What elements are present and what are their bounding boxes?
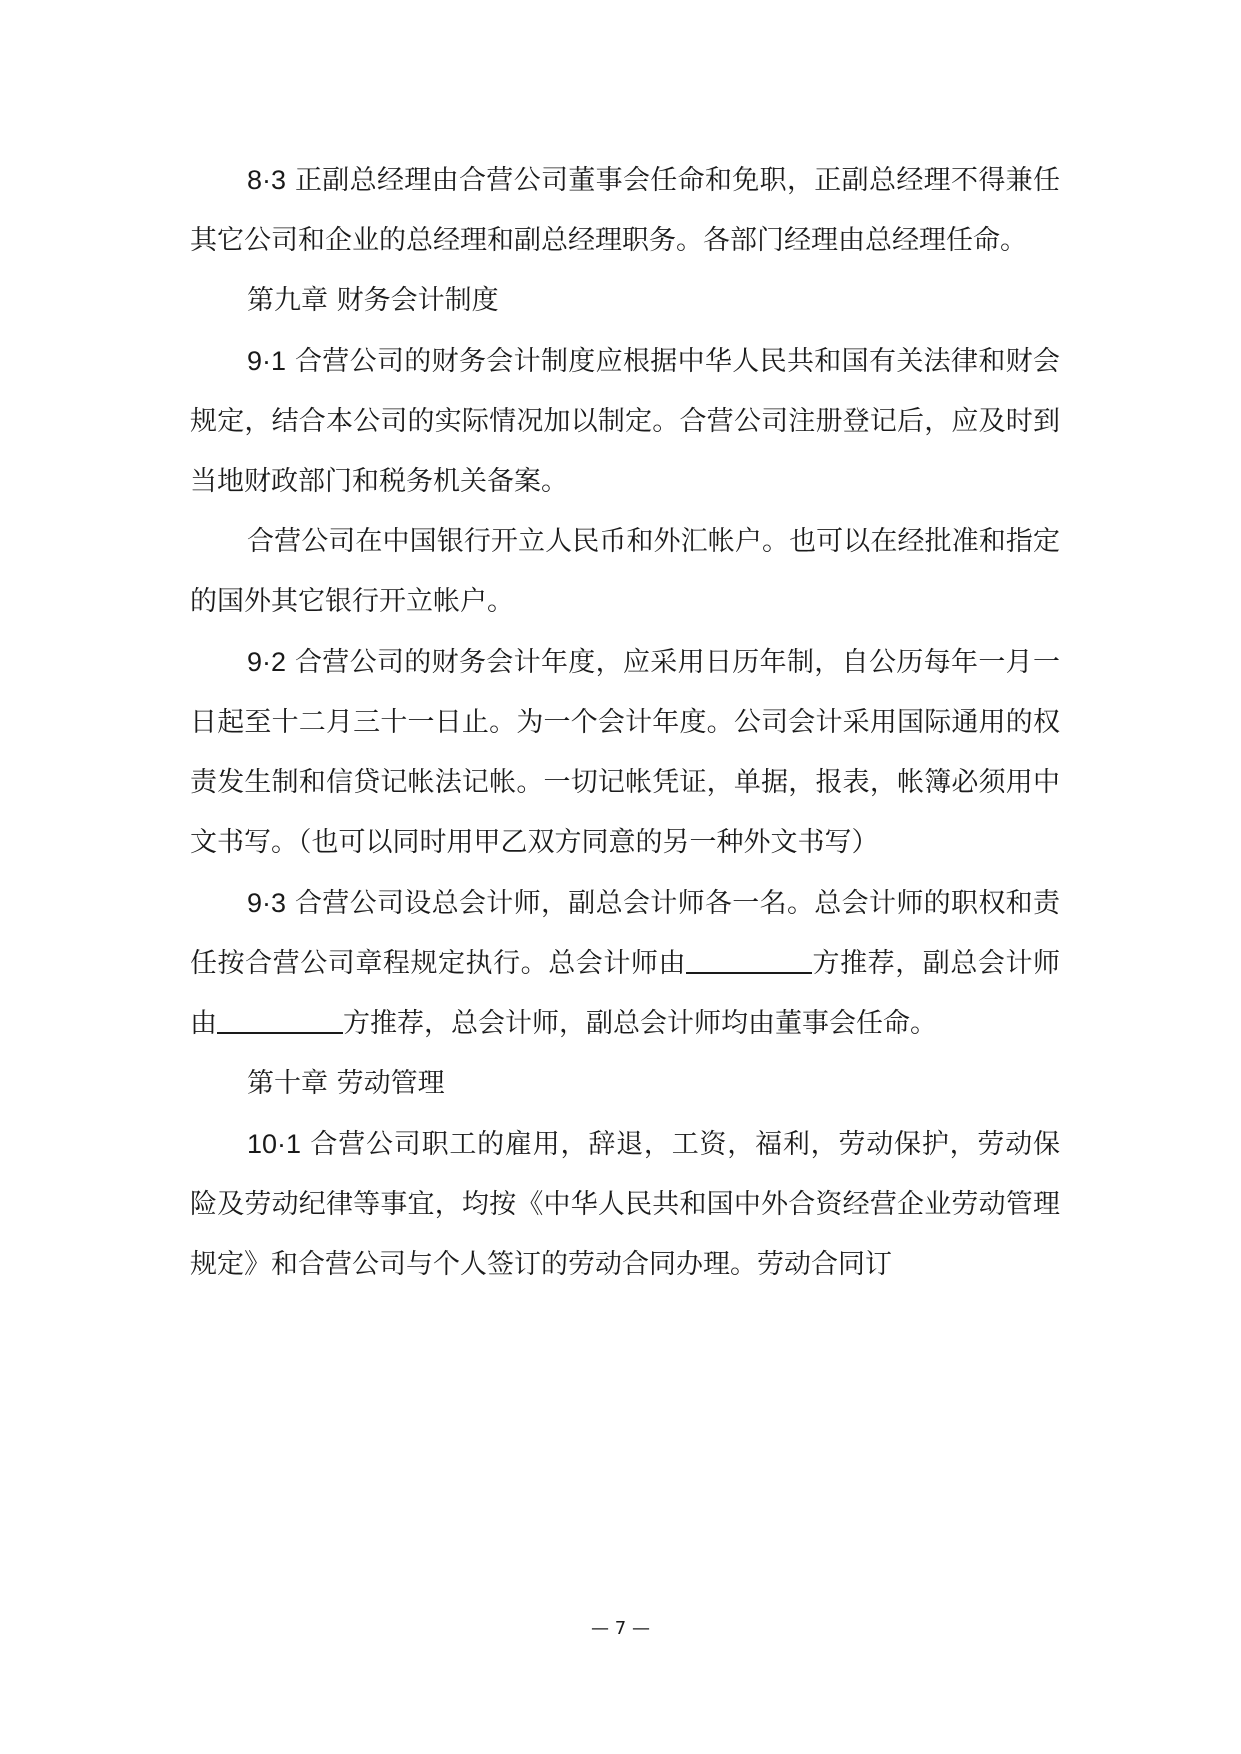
chapter-10-heading: 第十章 劳动管理	[247, 1068, 445, 1099]
clause-number: 10·1	[247, 1129, 302, 1159]
clause-text: 方推荐，副总会计师由	[190, 948, 1060, 1039]
page-number: — 7 —	[591, 1618, 650, 1639]
clause-9-2	[190, 632, 1060, 873]
chapter-9-heading: 第九章 财务会计制度	[247, 285, 499, 316]
clause-text: 方推荐，总会计师，副总会计师均由董事会任命。	[343, 1008, 937, 1039]
clause-9-3	[190, 873, 1060, 1054]
clause-text: 合营公司职工的雇用，辞退，工资，福利，劳动保护，劳动保险及劳动纪律等事宜，均按《中华人民共和国中外合资经营企业劳动管理规定》和合营公司与个人签订的劳动合同办理。劳动合同订	[190, 1129, 1060, 1280]
clause-text: 合营公司的财务会计年度，应采用日历年制，自公历每年一月一日起至十二月三十一日止。为一个会计年度。公司会计采用国际通用的权责发生制和信贷记帐法记帐。一切记帐凭证，单据，报表，帐簿必须用中文书写。（也可以同时用甲乙双方同意的另一种外文书写）	[190, 647, 1060, 858]
clause-number: 9·3	[247, 888, 287, 918]
clause-9-1-bank-accounts: 合营公司在中国银行开立人民币和外汇帐户。也可以在经批准和指定的国外其它银行开立帐户。	[190, 526, 1060, 617]
clause-text: 合营公司设总会计师，副总会计师各一名。总会计师的职权和责任按合营公司章程规定执行。总会计师由	[190, 888, 1060, 979]
clause-8-3	[190, 150, 1060, 271]
fill-in-blank	[686, 946, 812, 974]
clause-10-1	[190, 1114, 1060, 1295]
clause-text: 正副总经理由合营公司董事会任命和免职，正副总经理不得兼任其它公司和企业的总经理和副总经理职务。各部门经理由总经理任命。	[190, 165, 1060, 256]
clause-number: 9·2	[247, 647, 287, 677]
document-body	[190, 150, 1060, 1295]
clause-9-1	[190, 331, 1060, 512]
fill-in-blank	[217, 1006, 343, 1034]
clause-text: 合营公司的财务会计制度应根据中华人民共和国有关法律和财会规定，结合本公司的实际情况加以制定。合营公司注册登记后，应及时到当地财政部门和税务机关备案。	[190, 346, 1060, 497]
clause-number: 8·3	[247, 165, 287, 195]
clause-number: 9·1	[247, 346, 287, 376]
